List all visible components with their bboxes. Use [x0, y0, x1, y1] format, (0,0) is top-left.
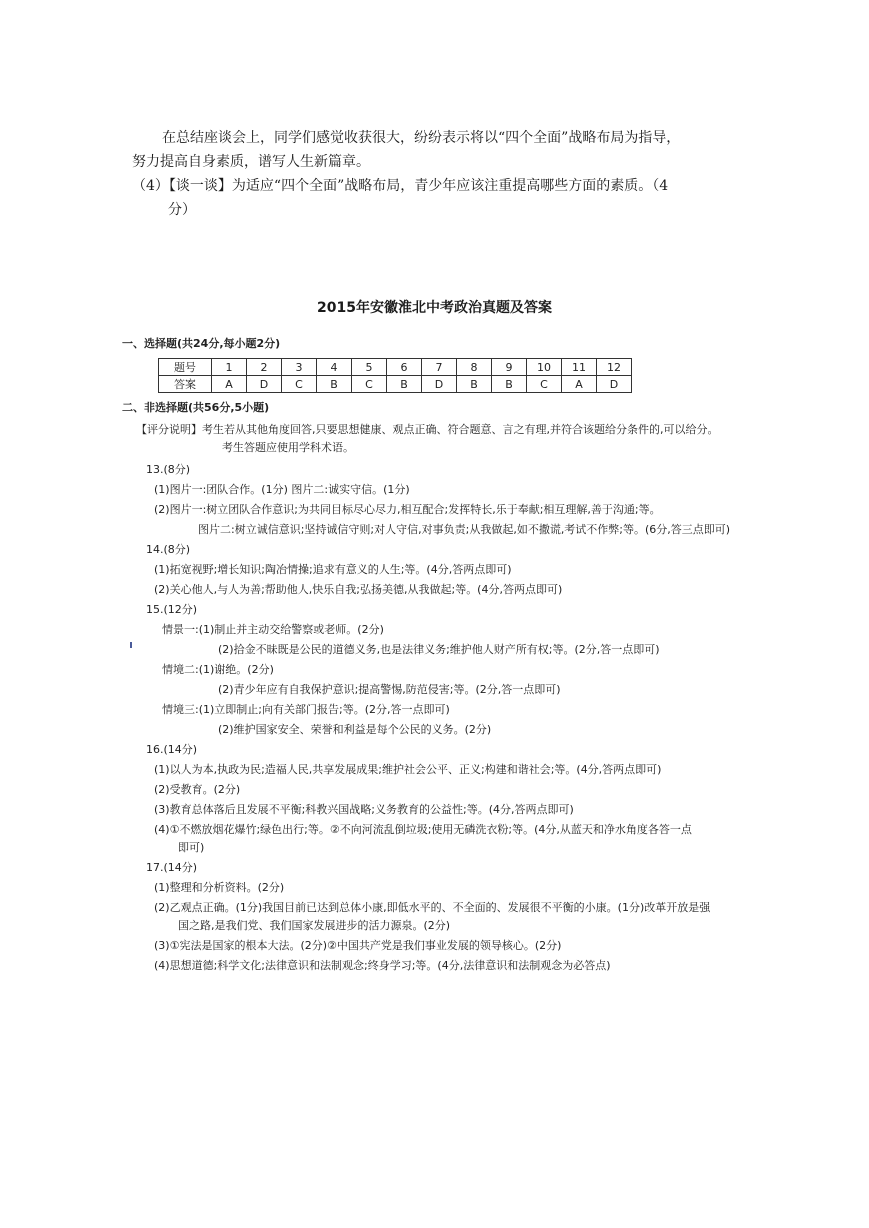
answer-line: 即可)	[178, 841, 205, 854]
table-cell: 5	[352, 359, 387, 376]
table-cell: 10	[527, 359, 562, 376]
answer-line: 16.(14分)	[146, 743, 198, 756]
page-title: 2015年安徽淮北中考政治真题及答案	[317, 300, 552, 316]
answer-line: 图片二:树立诚信意识;坚持诚信守则;对人守信,对事负责;从我做起,如不撒谎,考试不作弊;等。(6分,答三点即可)	[198, 523, 731, 536]
answer-key-scan	[122, 336, 812, 972]
answer-line: (2)维护国家安全、荣誉和利益是每个公民的义务。(2分)	[218, 723, 492, 736]
answer-line: (4)思想道德;科学文化;法律意识和法制观念;终身学习;等。(4分,法律意识和法制观念为必答点)	[154, 959, 611, 972]
table-cell: 1	[212, 359, 247, 376]
table-cell: 9	[492, 359, 527, 376]
answer-line: 考生答题应使用学科术语。	[222, 441, 354, 454]
question-4-line1: （4）【谈一谈】为适应“四个全面”战略布局，青少年应该注重提高哪些方面的素质。（4	[132, 178, 669, 194]
answer-line: 14.(8分)	[146, 543, 191, 556]
table-cell: A	[562, 376, 597, 393]
answer-line: (3)教育总体落后且发展不平衡;科教兴国战略;义务教育的公益性;等。(4分,答两点即可)	[154, 803, 574, 816]
margin-mark	[130, 642, 132, 648]
intro-para-line2: 努力提高自身素质，谱写人生新篇章。	[132, 154, 370, 170]
answer-line: 13.(8分)	[146, 463, 191, 476]
answer-line: (1)图片一:团队合作。(1分) 图片二:诚实守信。(1分)	[154, 483, 410, 496]
answer-line: 情景一:(1)制止并主动交给警察或老师。(2分)	[162, 623, 384, 636]
answer-line: (2)图片一:树立团队合作意识;为共同目标尽心尽力,相互配合;发挥特长,乐于奉献;相互理解,善于沟通;等。	[154, 503, 661, 516]
table-cell: B	[387, 376, 422, 393]
table-cell: C	[282, 376, 317, 393]
table-cell: D	[247, 376, 282, 393]
answer-line: 国之路,是我们党、我们国家发展进步的活力源泉。(2分)	[178, 919, 451, 932]
table-row	[159, 359, 632, 376]
answer-line: 【评分说明】考生若从其他角度回答,只要思想健康、观点正确、符合题意、言之有理,并符合该题给分条件的,可以给分。	[136, 423, 719, 436]
section1-header: 一、选择题(共24分,每小题2分)	[122, 337, 281, 350]
answer-line: (3)①宪法是国家的根本大法。(2分)②中国共产党是我们事业发展的领导核心。(2分)	[154, 939, 562, 952]
table-cell: B	[457, 376, 492, 393]
table-cell: D	[597, 376, 632, 393]
table-cell: 11	[562, 359, 597, 376]
answer-line: (1)整理和分析资料。(2分)	[154, 881, 285, 894]
answer-line: (2)乙观点正确。(1分)我国目前已达到总体小康,即低水平的、不全面的、发展很不平衡的小康。(1分)改革开放是强	[154, 901, 711, 914]
table-cell: 7	[422, 359, 457, 376]
section2-header: 二、非选择题(共56分,5小题)	[122, 401, 270, 414]
answer-line: 15.(12分)	[146, 603, 198, 616]
question-4-line2: 分）	[168, 202, 196, 218]
table-cell: 12	[597, 359, 632, 376]
intro-para-line1: 在总结座谈会上，同学们感觉收获很大，纷纷表示将以“四个全面”战略布局为指导，	[162, 130, 681, 146]
table-cell: C	[352, 376, 387, 393]
answer-line: 17.(14分)	[146, 861, 198, 874]
intro-text	[132, 126, 772, 222]
table-label-number: 题号	[159, 359, 212, 376]
table-cell: 6	[387, 359, 422, 376]
answer-line: (4)①不燃放烟花爆竹;绿色出行;等。②不向河流乱倒垃圾;使用无磷洗衣粉;等。(4分,从蓝天和净水角度各答一点	[154, 823, 692, 836]
answer-line: (1)拓宽视野;增长知识;陶冶情操;追求有意义的人生;等。(4分,答两点即可)	[154, 563, 512, 576]
answer-line: 情境三:(1)立即制止;向有关部门报告;等。(2分,答一点即可)	[162, 703, 450, 716]
answer-line: (2)受教育。(2分)	[154, 783, 241, 796]
table-row	[159, 376, 632, 393]
answer-line: (1)以人为本,执政为民;造福人民,共享发展成果;维护社会公平、正义;构建和谐社会;等。(4分,答两点即可)	[154, 763, 662, 776]
table-cell: 8	[457, 359, 492, 376]
table-label-answer: 答案	[159, 376, 212, 393]
answer-line: (2)青少年应有自我保护意识;提高警惕,防范侵害;等。(2分,答一点即可)	[218, 683, 561, 696]
answer-line: 情境二:(1)谢绝。(2分)	[162, 663, 274, 676]
answer-line: (2)关心他人,与人为善;帮助他人,快乐自我;弘扬美德,从我做起;等。(4分,答两点即可)	[154, 583, 563, 596]
table-cell: 2	[247, 359, 282, 376]
answer-line: (2)拾金不昧既是公民的道德义务,也是法律义务;维护他人财产所有权;等。(2分,答一点即可)	[218, 643, 660, 656]
table-cell: A	[212, 376, 247, 393]
table-cell: D	[422, 376, 457, 393]
table-cell: 3	[282, 359, 317, 376]
table-cell: C	[527, 376, 562, 393]
table-cell: B	[317, 376, 352, 393]
table-cell: B	[492, 376, 527, 393]
table-cell: 4	[317, 359, 352, 376]
choice-answer-table	[158, 358, 632, 393]
